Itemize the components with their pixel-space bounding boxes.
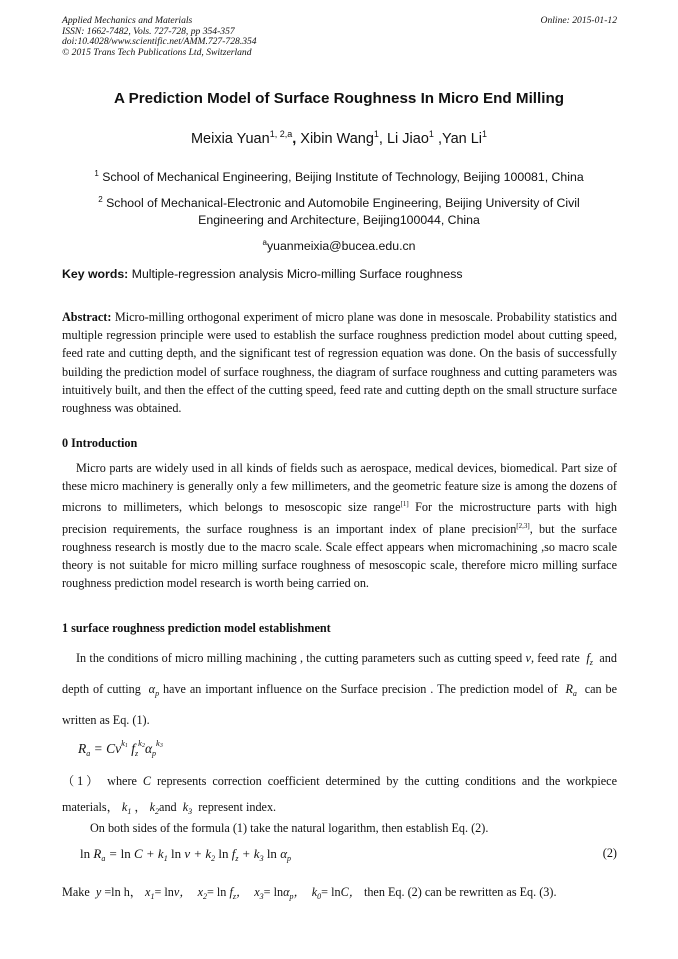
online-date: Online: 2015-01-12 [540,15,617,26]
make-text: Make [62,885,93,899]
citation-ref[interactable]: [1] [400,500,409,509]
symbol-ra: $R_a$ [561,682,577,698]
intro-text: , but the surface roughness research is mostly due to the macro scale. Scale effect appears when micromachining ,so macro scale theory is not suitable for micro milling surface roughness of mesoscopic scale, therefore micro milling surface roughness prediction model research is worth being carried on. [62,521,617,591]
email-address[interactable]: yuanmeixia@bucea.edu.cn [266,239,416,253]
section-heading-introduction: 0 Introduction [62,436,138,450]
affiliation-2 [60,191,618,229]
author-separator: , [433,131,442,147]
journal-header [62,16,617,58]
journal-name: Applied Mechanics and Materials [62,15,193,26]
symbol-v: v [525,651,531,665]
introduction-paragraph [62,459,617,592]
equation-2: $\ln R_a = \ln C + k_1$ $\ln v + k_2$ $\ln f_z + k_3$ $\ln \alpha_p$ (2) [80,846,617,863]
paper-title: A Prediction Model of Surface Roughness In Micro End Milling [113,90,565,107]
author-separator: , [292,131,301,147]
symbol-fz: $f_z$ [583,651,593,667]
section-1-paragraph [62,645,617,733]
section-text: have an important influence on the Surface precision . The prediction model of [159,682,562,696]
copyright-line: © 2015 Trans Tech Publications Ltd, Switzerland [62,46,252,58]
section-text: and depth of cutting [62,651,617,696]
author-name: Li Jiao [386,131,429,147]
abstract [62,308,617,417]
section-heading-1: 1 surface roughness prediction model establishment [62,621,331,635]
where-text: （1） where [62,774,143,788]
author-name: Meixia Yuan [190,131,270,147]
equation-1-explanation [62,768,617,825]
email-sup: a [262,238,267,247]
symbol-k1: $k_1$ [118,800,132,816]
author-sup: 1 [373,129,379,139]
equation-1: $R_a = Cv^{k1}$ $f_z^{k2}\alpha_p^{k3}$ [78,738,163,758]
keywords [62,267,617,281]
intro-text: For the microstructure parts with high precision requirements, the surface roughness is an important index of plane precision [62,500,617,536]
author-sup: 1 [428,129,434,139]
make-text: then Eq. (2) can be rewritten as Eq. (3). [360,885,557,899]
symbol-k3: $k_3$ [179,800,193,816]
author-sup: 1 [482,129,488,139]
substitution-formulas: y =ln h， $x_1= \ln v$， $x_2= \ln f_z$， $x_3= \ln\alpha_p$， $k_0= \ln C$， [92,885,361,901]
email-line [60,234,618,255]
section-text: In the conditions of micro milling machining , the cutting parameters such as cutting speed [76,651,526,665]
affiliation-sup: 2 [98,195,103,204]
author-list [0,129,678,147]
doi-line: doi:10.4028/www.scientific.net/AMM.727-728.354 [62,36,257,48]
affiliation-sup: 1 [94,169,99,178]
abstract-text: Micro-milling orthogonal experiment of micro plane was done in mesoscale. Probability statistics and multiple regression principle were used to establish the surface roughness prediction model about cutting speed, feed rate and cutting depth, and the significant test of regression equation was done. On the basis of successfully building the prediction model of surface roughness, the diagram of surface roughness and cutting parameters was intuitively built, and then the effect of the cutting speed, feed rate and cutting depth on the small structure surface roughness was obtained. [62,310,617,416]
abstract-label: Abstract: [62,310,112,324]
citation-ref[interactable]: [2,3] [516,521,530,530]
where-text: and [159,800,180,814]
keywords-label: Key words: [62,267,129,281]
author-name: Xibin Wang [300,131,374,147]
affiliation-text: School of Mechanical-Electronic and Automobile Engineering, Beijing University of Civil [106,196,580,210]
variable-substitution-sentence [62,883,617,901]
where-text: ， [134,800,147,814]
affiliation-1 [60,165,618,186]
issn-line: ISSN: 1662-7482, Vols. 727-728, pp 354-357 [62,25,235,37]
section-text: , feed rate [530,651,584,665]
symbol-c: C [142,774,152,788]
author-separator: , [378,131,387,147]
intro-text: Micro parts are widely used in all kinds of fields such as aerospace, medical devices, biomedical. Part size of these micro machinery is generally only a few millimeters, and the geometric feature size is among the dozens of microns to millimeters, which belongs to mesoscopic size range [62,461,617,515]
symbol-alpha-p: $\alpha_p$ [144,682,160,698]
affiliation-text: School of Mechanical Engineering, Beijing Institute of Technology, Beijing 100081, China [102,170,584,184]
where-text: represent index. [195,800,277,814]
section-text: can be written as Eq. (1). [62,682,618,727]
symbol-k2: $k_2$ [146,800,160,816]
affiliation-text: Engineering and Architecture, Beijing100044, China [198,213,480,227]
where-text: represents correction coefficient determined by the cutting conditions and the workpiece materials， [62,774,617,814]
log-transform-sentence: On both sides of the formula (1) take the natural logarithm, then establish Eq. (2). [90,821,489,835]
keywords-text: Multiple-regression analysis Micro-milling Surface roughness [128,267,463,281]
author-name: Yan Li [441,131,483,147]
author-sup: 1, 2,a [269,129,293,139]
equation-number: (2) [602,846,617,860]
